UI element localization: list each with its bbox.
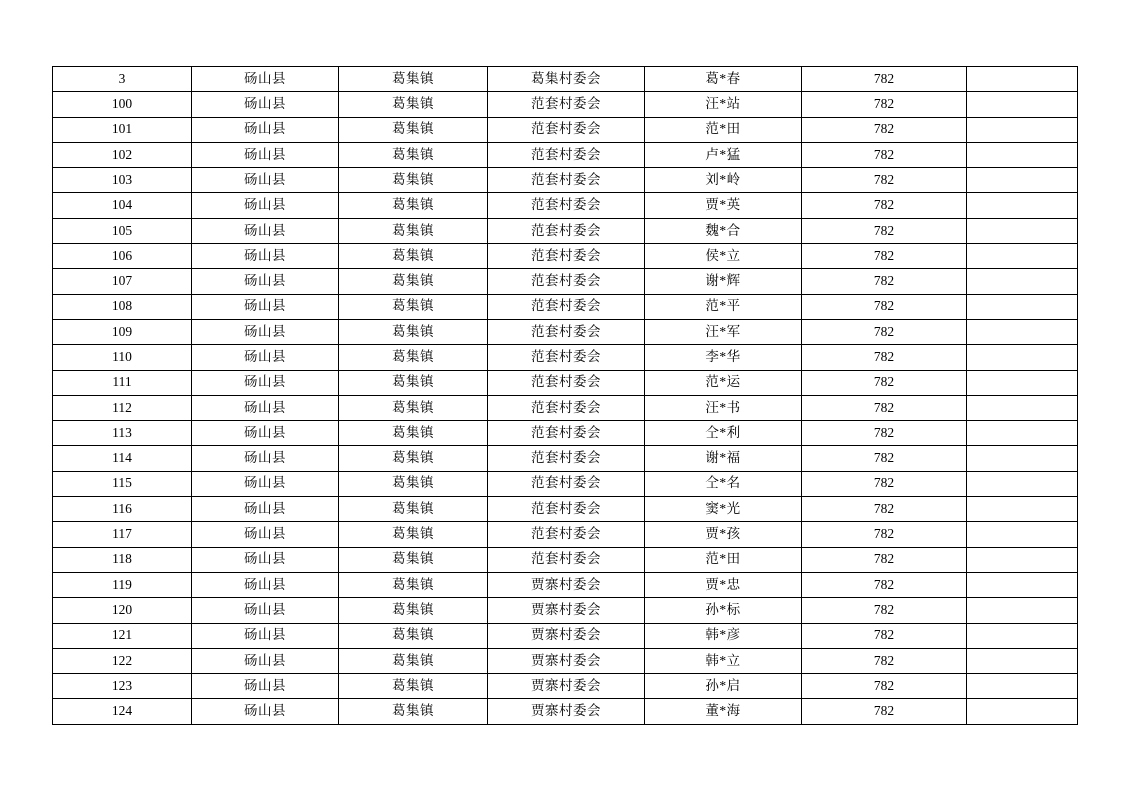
cell-amount: 782 xyxy=(802,218,967,243)
cell-index: 121 xyxy=(53,623,192,648)
cell-amount: 782 xyxy=(802,572,967,597)
table-row xyxy=(53,218,1078,243)
cell-village: 范套村委会 xyxy=(488,522,645,547)
cell-note xyxy=(967,142,1078,167)
cell-town: 葛集镇 xyxy=(339,395,488,420)
cell-amount: 782 xyxy=(802,522,967,547)
cell-amount: 782 xyxy=(802,244,967,269)
subsidy-table xyxy=(52,66,1078,725)
cell-village: 范套村委会 xyxy=(488,142,645,167)
subsidy-table-container xyxy=(52,66,1070,725)
cell-name: 范*田 xyxy=(645,547,802,572)
table-row xyxy=(53,244,1078,269)
cell-village: 贾寨村委会 xyxy=(488,648,645,673)
cell-name: 孙*标 xyxy=(645,598,802,623)
cell-amount: 782 xyxy=(802,471,967,496)
cell-name: 刘*岭 xyxy=(645,168,802,193)
cell-index: 123 xyxy=(53,674,192,699)
cell-town: 葛集镇 xyxy=(339,674,488,699)
table-row xyxy=(53,269,1078,294)
cell-note xyxy=(967,421,1078,446)
cell-note xyxy=(967,648,1078,673)
cell-village: 范套村委会 xyxy=(488,370,645,395)
cell-index: 113 xyxy=(53,421,192,446)
cell-town: 葛集镇 xyxy=(339,421,488,446)
cell-note xyxy=(967,168,1078,193)
cell-village: 范套村委会 xyxy=(488,421,645,446)
cell-note xyxy=(967,497,1078,522)
table-row xyxy=(53,497,1078,522)
cell-county: 砀山县 xyxy=(192,269,339,294)
cell-county: 砀山县 xyxy=(192,244,339,269)
cell-amount: 782 xyxy=(802,67,967,92)
cell-note xyxy=(967,446,1078,471)
cell-amount: 782 xyxy=(802,193,967,218)
cell-index: 120 xyxy=(53,598,192,623)
cell-town: 葛集镇 xyxy=(339,269,488,294)
cell-index: 115 xyxy=(53,471,192,496)
cell-town: 葛集镇 xyxy=(339,319,488,344)
cell-note xyxy=(967,598,1078,623)
cell-county: 砀山县 xyxy=(192,598,339,623)
cell-index: 118 xyxy=(53,547,192,572)
table-row xyxy=(53,168,1078,193)
cell-county: 砀山县 xyxy=(192,497,339,522)
cell-note xyxy=(967,269,1078,294)
cell-name: 谢*福 xyxy=(645,446,802,471)
cell-town: 葛集镇 xyxy=(339,142,488,167)
cell-index: 111 xyxy=(53,370,192,395)
cell-index: 105 xyxy=(53,218,192,243)
cell-town: 葛集镇 xyxy=(339,168,488,193)
cell-name: 董*海 xyxy=(645,699,802,724)
cell-amount: 782 xyxy=(802,294,967,319)
cell-note xyxy=(967,522,1078,547)
cell-amount: 782 xyxy=(802,269,967,294)
cell-town: 葛集镇 xyxy=(339,370,488,395)
cell-village: 范套村委会 xyxy=(488,345,645,370)
table-row xyxy=(53,294,1078,319)
cell-amount: 782 xyxy=(802,395,967,420)
cell-note xyxy=(967,674,1078,699)
cell-note xyxy=(967,345,1078,370)
table-row xyxy=(53,142,1078,167)
cell-index: 109 xyxy=(53,319,192,344)
cell-note xyxy=(967,218,1078,243)
cell-name: 汪*军 xyxy=(645,319,802,344)
cell-note xyxy=(967,294,1078,319)
cell-county: 砀山县 xyxy=(192,294,339,319)
cell-name: 仝*利 xyxy=(645,421,802,446)
cell-note xyxy=(967,319,1078,344)
cell-village: 贾寨村委会 xyxy=(488,598,645,623)
table-row xyxy=(53,623,1078,648)
cell-town: 葛集镇 xyxy=(339,244,488,269)
cell-county: 砀山县 xyxy=(192,142,339,167)
cell-index: 108 xyxy=(53,294,192,319)
cell-name: 贾*英 xyxy=(645,193,802,218)
cell-town: 葛集镇 xyxy=(339,92,488,117)
cell-name: 葛*春 xyxy=(645,67,802,92)
cell-note xyxy=(967,395,1078,420)
cell-county: 砀山县 xyxy=(192,218,339,243)
cell-county: 砀山县 xyxy=(192,67,339,92)
cell-county: 砀山县 xyxy=(192,370,339,395)
cell-index: 107 xyxy=(53,269,192,294)
cell-note xyxy=(967,547,1078,572)
cell-amount: 782 xyxy=(802,648,967,673)
cell-name: 汪*书 xyxy=(645,395,802,420)
cell-amount: 782 xyxy=(802,699,967,724)
cell-village: 范套村委会 xyxy=(488,319,645,344)
cell-county: 砀山县 xyxy=(192,674,339,699)
cell-index: 124 xyxy=(53,699,192,724)
cell-town: 葛集镇 xyxy=(339,648,488,673)
cell-village: 贾寨村委会 xyxy=(488,623,645,648)
cell-county: 砀山县 xyxy=(192,319,339,344)
cell-name: 贾*忠 xyxy=(645,572,802,597)
cell-county: 砀山县 xyxy=(192,446,339,471)
cell-county: 砀山县 xyxy=(192,395,339,420)
cell-county: 砀山县 xyxy=(192,92,339,117)
cell-name: 韩*立 xyxy=(645,648,802,673)
table-row xyxy=(53,522,1078,547)
cell-index: 103 xyxy=(53,168,192,193)
cell-index: 100 xyxy=(53,92,192,117)
cell-village: 范套村委会 xyxy=(488,117,645,142)
cell-note xyxy=(967,623,1078,648)
table-row xyxy=(53,648,1078,673)
cell-county: 砀山县 xyxy=(192,623,339,648)
cell-town: 葛集镇 xyxy=(339,345,488,370)
cell-amount: 782 xyxy=(802,142,967,167)
cell-village: 葛集村委会 xyxy=(488,67,645,92)
cell-index: 112 xyxy=(53,395,192,420)
cell-amount: 782 xyxy=(802,168,967,193)
cell-village: 范套村委会 xyxy=(488,92,645,117)
cell-town: 葛集镇 xyxy=(339,471,488,496)
cell-amount: 782 xyxy=(802,547,967,572)
cell-name: 仝*名 xyxy=(645,471,802,496)
table-row xyxy=(53,598,1078,623)
cell-note xyxy=(967,370,1078,395)
cell-index: 116 xyxy=(53,497,192,522)
cell-name: 窦*光 xyxy=(645,497,802,522)
cell-village: 贾寨村委会 xyxy=(488,674,645,699)
cell-index: 106 xyxy=(53,244,192,269)
table-row xyxy=(53,395,1078,420)
table-row xyxy=(53,471,1078,496)
cell-name: 范*平 xyxy=(645,294,802,319)
table-row xyxy=(53,699,1078,724)
cell-amount: 782 xyxy=(802,421,967,446)
cell-index: 119 xyxy=(53,572,192,597)
cell-note xyxy=(967,244,1078,269)
table-row xyxy=(53,547,1078,572)
cell-town: 葛集镇 xyxy=(339,497,488,522)
cell-name: 范*运 xyxy=(645,370,802,395)
cell-town: 葛集镇 xyxy=(339,699,488,724)
table-row xyxy=(53,67,1078,92)
cell-village: 范套村委会 xyxy=(488,471,645,496)
table-row xyxy=(53,193,1078,218)
cell-note xyxy=(967,193,1078,218)
cell-town: 葛集镇 xyxy=(339,547,488,572)
cell-county: 砀山县 xyxy=(192,345,339,370)
cell-name: 范*田 xyxy=(645,117,802,142)
cell-name: 贾*孩 xyxy=(645,522,802,547)
cell-amount: 782 xyxy=(802,345,967,370)
cell-county: 砀山县 xyxy=(192,471,339,496)
cell-town: 葛集镇 xyxy=(339,193,488,218)
cell-amount: 782 xyxy=(802,92,967,117)
cell-town: 葛集镇 xyxy=(339,522,488,547)
cell-town: 葛集镇 xyxy=(339,572,488,597)
cell-index: 3 xyxy=(53,67,192,92)
cell-index: 114 xyxy=(53,446,192,471)
cell-village: 范套村委会 xyxy=(488,244,645,269)
table-row xyxy=(53,572,1078,597)
table-row xyxy=(53,421,1078,446)
cell-index: 104 xyxy=(53,193,192,218)
cell-town: 葛集镇 xyxy=(339,218,488,243)
table-row xyxy=(53,674,1078,699)
cell-county: 砀山县 xyxy=(192,572,339,597)
cell-county: 砀山县 xyxy=(192,547,339,572)
cell-name: 卢*猛 xyxy=(645,142,802,167)
cell-note xyxy=(967,67,1078,92)
table-row xyxy=(53,92,1078,117)
cell-note xyxy=(967,572,1078,597)
cell-amount: 782 xyxy=(802,674,967,699)
cell-village: 范套村委会 xyxy=(488,446,645,471)
cell-amount: 782 xyxy=(802,623,967,648)
cell-village: 范套村委会 xyxy=(488,193,645,218)
cell-index: 117 xyxy=(53,522,192,547)
cell-name: 谢*辉 xyxy=(645,269,802,294)
table-row xyxy=(53,345,1078,370)
cell-note xyxy=(967,471,1078,496)
cell-note xyxy=(967,92,1078,117)
cell-name: 魏*合 xyxy=(645,218,802,243)
cell-name: 李*华 xyxy=(645,345,802,370)
cell-village: 贾寨村委会 xyxy=(488,572,645,597)
cell-town: 葛集镇 xyxy=(339,67,488,92)
cell-index: 102 xyxy=(53,142,192,167)
cell-county: 砀山县 xyxy=(192,193,339,218)
cell-village: 范套村委会 xyxy=(488,547,645,572)
cell-amount: 782 xyxy=(802,117,967,142)
cell-index: 122 xyxy=(53,648,192,673)
cell-county: 砀山县 xyxy=(192,522,339,547)
cell-village: 范套村委会 xyxy=(488,269,645,294)
table-body xyxy=(53,67,1078,725)
cell-town: 葛集镇 xyxy=(339,117,488,142)
cell-name: 韩*彦 xyxy=(645,623,802,648)
cell-index: 101 xyxy=(53,117,192,142)
cell-county: 砀山县 xyxy=(192,648,339,673)
cell-county: 砀山县 xyxy=(192,699,339,724)
table-row xyxy=(53,446,1078,471)
cell-name: 侯*立 xyxy=(645,244,802,269)
cell-county: 砀山县 xyxy=(192,168,339,193)
cell-town: 葛集镇 xyxy=(339,598,488,623)
table-row xyxy=(53,319,1078,344)
cell-name: 孙*启 xyxy=(645,674,802,699)
cell-note xyxy=(967,117,1078,142)
cell-town: 葛集镇 xyxy=(339,623,488,648)
cell-village: 范套村委会 xyxy=(488,218,645,243)
cell-county: 砀山县 xyxy=(192,421,339,446)
cell-amount: 782 xyxy=(802,598,967,623)
cell-village: 贾寨村委会 xyxy=(488,699,645,724)
cell-name: 汪*站 xyxy=(645,92,802,117)
cell-county: 砀山县 xyxy=(192,117,339,142)
table-row xyxy=(53,117,1078,142)
cell-amount: 782 xyxy=(802,446,967,471)
cell-amount: 782 xyxy=(802,319,967,344)
cell-town: 葛集镇 xyxy=(339,294,488,319)
cell-index: 110 xyxy=(53,345,192,370)
cell-village: 范套村委会 xyxy=(488,497,645,522)
table-row xyxy=(53,370,1078,395)
cell-note xyxy=(967,699,1078,724)
cell-amount: 782 xyxy=(802,370,967,395)
cell-village: 范套村委会 xyxy=(488,294,645,319)
cell-village: 范套村委会 xyxy=(488,168,645,193)
cell-town: 葛集镇 xyxy=(339,446,488,471)
cell-village: 范套村委会 xyxy=(488,395,645,420)
cell-amount: 782 xyxy=(802,497,967,522)
